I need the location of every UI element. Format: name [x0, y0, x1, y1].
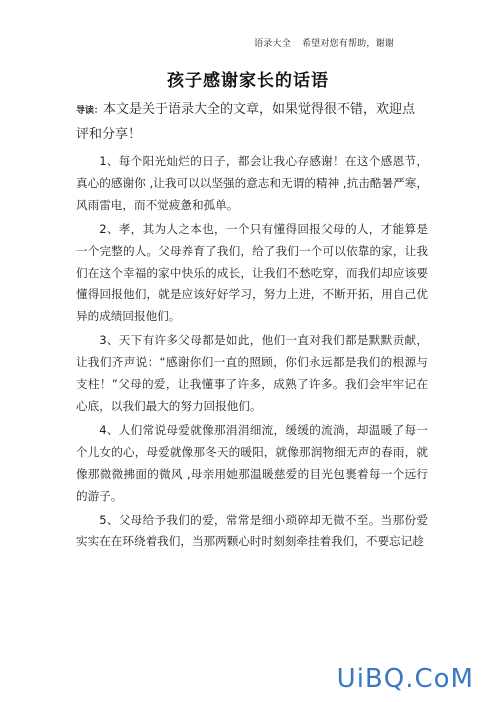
- paragraph-5: 5、父母给予我们的爱，常常是细小琐碎却无微不至。当那份爱实实在在环绕着我们，当那两颗心时时刻刻牵挂着我们，不要忘记趁: [76, 512, 428, 549]
- paragraph-3: 3、天下有许多父母都是如此，他们一直对我们都是默默贡献，让我们齐声说：“感谢你们一直的照顾，你们永远都是我们的根源与支柱！”父母的爱，让我懂事了许多，成熟了许多。我们会牢牢记在心底，以我们最大的努力回报他们。: [76, 333, 428, 413]
- paragraph-1: 1、每个阳光灿烂的日子，都会让我心存感谢！在这个感恩节，真心的感谢你 ,让我可以以坚强的意志和无谓的精神 ,抗击酷暑严寒，风雨雷电，而不觉疲惫和孤单。: [76, 154, 428, 212]
- header-slogan: 希望对您有帮助，谢谢: [301, 39, 394, 49]
- page-header: [246, 36, 394, 49]
- article-title: 孩子感谢家长的话语: [167, 71, 329, 91]
- article-body: [76, 151, 428, 555]
- intro-label: 导读：: [76, 106, 104, 116]
- intro-text: 本文是关于语录大全的文章，如果觉得很不错，欢迎点评和分享！: [76, 102, 416, 142]
- site-watermark: UiBQ.CoM: [336, 664, 474, 694]
- article-intro: [76, 98, 428, 147]
- paragraph-4: 4、人们常说母爱就像那涓涓细流，缓缓的流淌，却温暖了每一个儿女的心，母爱就像那冬天的暖阳，就像那润物细无声的春雨，就像那微微拂面的微风 ,母亲用她那温暖慈爱的目光包裹着每一个远行的游子。: [76, 422, 428, 503]
- site-name: 语录大全: [254, 39, 291, 49]
- paragraph-2: 2、孝，其为人之本也，一个只有懂得回报父母的人，才能算是一个完整的人。父母养育了我们，给了我们一个可以依靠的家，让我们在这个幸福的家中快乐的成长，让我们不愁吃穿，而我们却应该要懂得回报他们，就是应该好好学习，努力上进，不断开拓，用自己优异的成绩回报他们。: [76, 221, 428, 324]
